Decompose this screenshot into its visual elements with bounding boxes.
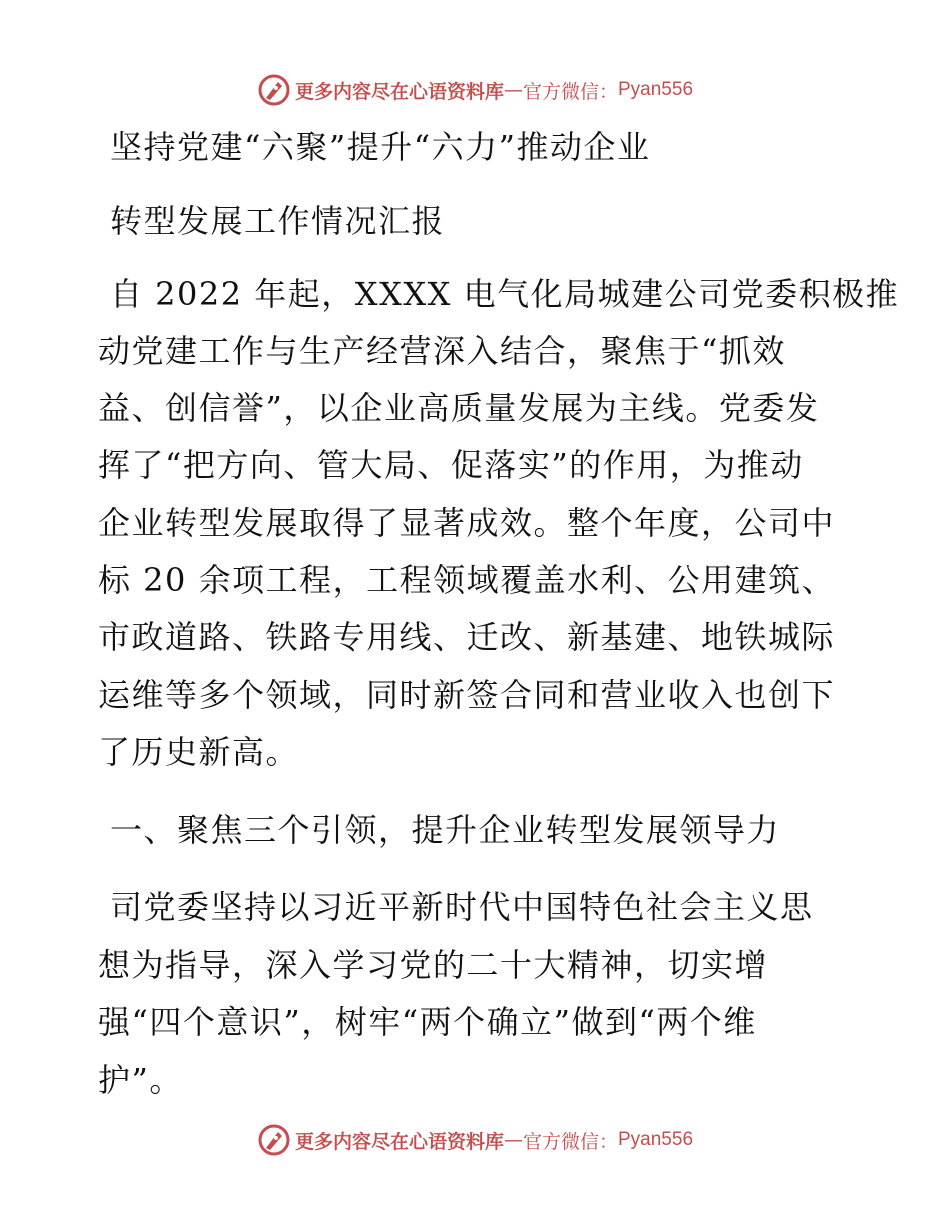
watermark-id: Pyan556: [618, 1129, 694, 1150]
watermark-banner-top: [0, 70, 950, 110]
watermark-banner-bottom: [0, 1120, 950, 1160]
intro-line-3: 益、创信誉”，以企业高质量发展为主线。党委发: [98, 389, 820, 427]
intro-line-5: 企业转型发展取得了显著成效。整个年度，公司中: [98, 504, 836, 542]
intro-line-8: 运维等多个领域，同时新签合同和营业收入也创下: [98, 676, 836, 714]
section-1-line-1: 司党委坚持以习近平新时代中国特色社会主义思: [110, 888, 814, 926]
section-1-line-4: 护”。: [98, 1061, 183, 1099]
watermark-label: 官方微信：: [522, 80, 618, 103]
pen-nib-circle-icon: [257, 73, 291, 107]
watermark-main-text: 更多内容尽在心语资料库: [294, 80, 504, 103]
intro-line-1: 自 2022 年起，XXXX 电气化局城建公司党委积极推: [110, 275, 900, 313]
watermark-separator: —: [503, 1129, 523, 1151]
document-title-line-1: 坚持党建“六聚”提升“六力”推动企业: [110, 128, 651, 166]
intro-line-4: 挥了“把方向、管大局、促落实”的作用，为推动: [98, 446, 804, 484]
watermark-main-text: 更多内容尽在心语资料库: [294, 1130, 504, 1153]
intro-line-2: 动党建工作与生产经营深入结合，聚焦于“抓效: [98, 332, 786, 370]
section-1-heading: 一、聚焦三个引领，提升企业转型发展领导力: [110, 811, 781, 849]
document-title-line-2: 转型发展工作情况汇报: [110, 202, 446, 240]
watermark-id: Pyan556: [618, 79, 694, 100]
intro-line-6: 标 20 余项工程，工程领域覆盖水利、公用建筑、: [98, 561, 836, 599]
pen-nib-circle-icon: [257, 1123, 291, 1157]
section-1-line-2: 想为指导，深入学习党的二十大精神，切实增: [98, 946, 769, 984]
watermark-label: 官方微信：: [522, 1130, 618, 1153]
section-1-line-3: 强“四个意识”，树牢“两个确立”做到“两个维: [98, 1003, 757, 1041]
watermark-separator: —: [503, 79, 523, 101]
intro-line-7: 市政道路、铁路专用线、迁改、新基建、地铁城际: [98, 618, 836, 656]
intro-line-9: 了历史新高。: [98, 733, 300, 771]
